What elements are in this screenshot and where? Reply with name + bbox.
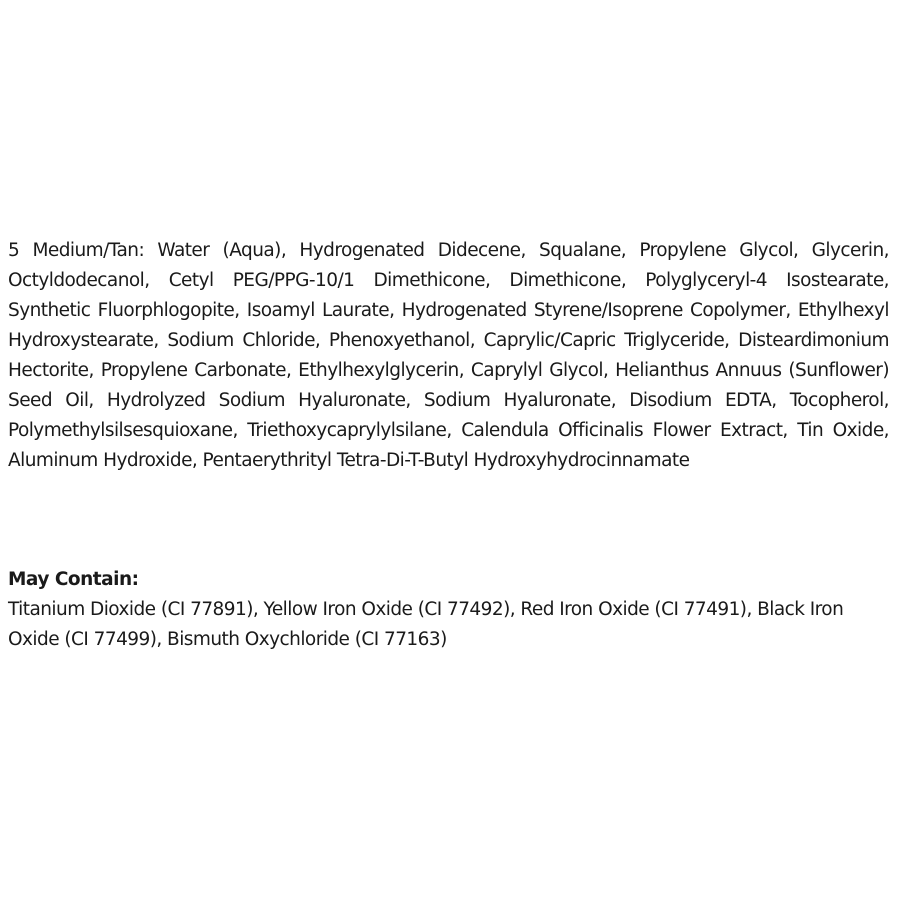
may-contain-heading: May Contain: <box>8 569 139 590</box>
may-contain-list: Titanium Dioxide (CI 77891), Yellow Iron Oxide (CI 77492), Red Iron Oxide (CI 77491), Black Iron Oxide (CI 77499), Bismuth Oxychloride (CI 77163) <box>8 599 844 650</box>
ingredients-list: 5 Medium/Tan: Water (Aqua), Hydrogenated Didecene, Squalane, Propylene Glycol, Glycerin, Octyldodecanol, Cetyl PEG/PPG-10/1 Dimethicone, Dimethicone, Polyglyceryl-4 Isostearate, Synthetic Fluorphlogopite, Isoamyl Laurate, Hydrogenated Styrene/Isoprene Copolymer, Ethylhexyl Hydroxystearate, Sodium Chloride, Phenoxyethanol, Caprylic/Capric Triglyceride, Disteardimonium Hectorite, Propylene Carbonate, Ethylhexylglycerin, Caprylyl Glycol, Helianthus Annuus (Sunflower) Seed Oil, Hydrolyzed Sodium Hyaluronate, Sodium Hyaluronate, Disodium EDTA, Tocopherol, Polymethylsilsesquioxane, Triethoxycaprylylsilane, Calendula Officinalis Flower Extract, Tin Oxide, Aluminum Hydroxide, Pentaerythrityl Tetra-Di-T-Butyl Hydroxyhydrocinnamate <box>8 240 889 471</box>
